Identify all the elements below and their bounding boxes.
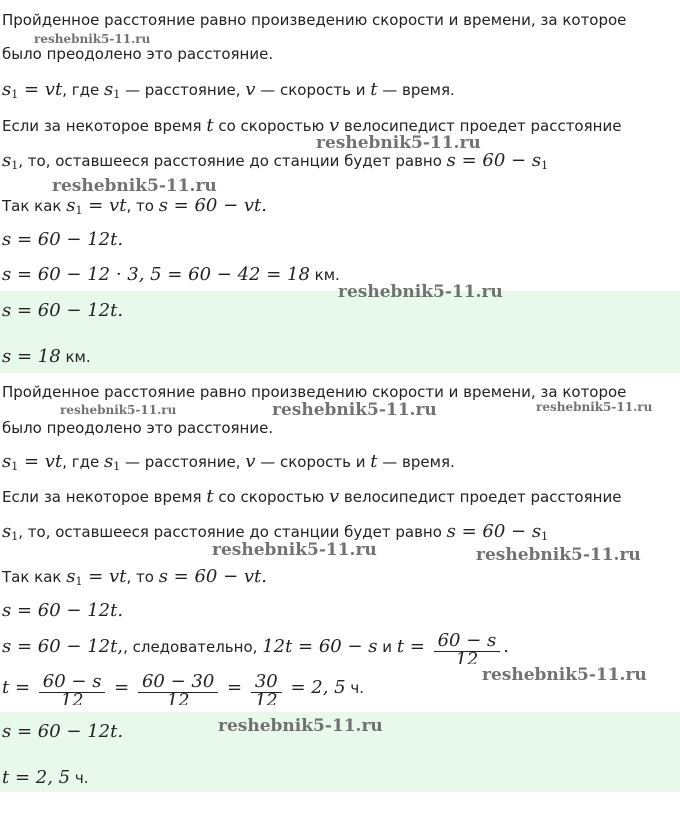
equation2-t: t = $\frac{60 - s}{12}$ = $\frac{60 - 30}{12}$ = $\frac{30}{12}$ = 2, 5 ч. (2, 671, 365, 705)
fraction: $\frac{60 - s}{12}$ (434, 631, 501, 664)
since2-line: Так как $s_1$ = vt, то s = 60 − vt. (2, 566, 268, 588)
if2-line-1: Если за некоторое время t со скоростью v велосипедист проедет расстояние (2, 486, 622, 507)
answer-1-equation: s = 60 − 12t. (2, 300, 124, 321)
if-line-1: Если за некоторое время t со скоростью v велосипедист проедет расстояние (2, 115, 622, 136)
equation2-s: s = 60 − 12t. (2, 600, 124, 621)
intro2-line-1: Пройденное расстояние равно произведению скорости и времени, за которое (2, 383, 627, 401)
equation-s: s = 60 − 12t. (2, 229, 124, 250)
intro2-line-2: было преодолено это расстояние. (2, 419, 274, 437)
watermark: reshebnik5-11.ru (272, 400, 437, 420)
equation2-derive: s = 60 − 12t,, следовательно, 12t = 60 − s и t = $\frac{60 - s}{12}$ . (2, 630, 509, 664)
answer-1-value: s = 18 км. (2, 346, 91, 367)
watermark: reshebnik5-11.ru (536, 400, 653, 414)
watermark: reshebnik5-11.ru (476, 545, 641, 565)
watermark: reshebnik5-11.ru (316, 133, 481, 153)
definition2-line: $s_1$ = vt, где $s_1$ — расстояние, v — скорость и t — время. (2, 451, 455, 473)
watermark: reshebnik5-11.ru (212, 540, 377, 560)
answer-box-1 (0, 291, 680, 373)
definition-line: $s_1$ = vt, где $s_1$ — расстояние, v — скорость и t — время. (2, 79, 455, 101)
watermark: reshebnik5-11.ru (338, 282, 503, 302)
watermark: reshebnik5-11.ru (52, 176, 217, 196)
equation-calc: s = 60 − 12 · 3, 5 = 60 − 42 = 18 км. (2, 264, 340, 285)
watermark: reshebnik5-11.ru (34, 32, 151, 46)
answer-2-value: t = 2, 5 ч. (2, 767, 89, 788)
watermark: reshebnik5-11.ru (482, 665, 647, 685)
if2-line-2: $s_1$, то, оставшееся расстояние до станции будет равно $s = 60 - s_1$ (2, 521, 549, 543)
intro-line-1: Пройденное расстояние равно произведению скорости и времени, за которое (2, 11, 627, 29)
since-line: Так как $s_1$ = vt, то s = 60 − vt. (2, 195, 268, 217)
intro-line-2: было преодолено это расстояние. (2, 45, 274, 63)
watermark: reshebnik5-11.ru (60, 403, 177, 417)
answer-2-equation: s = 60 − 12t. (2, 721, 124, 742)
if-line-2: $s_1$, то, оставшееся расстояние до станции будет равно $s = 60 - s_1$ (2, 150, 549, 172)
watermark: reshebnik5-11.ru (218, 716, 383, 736)
